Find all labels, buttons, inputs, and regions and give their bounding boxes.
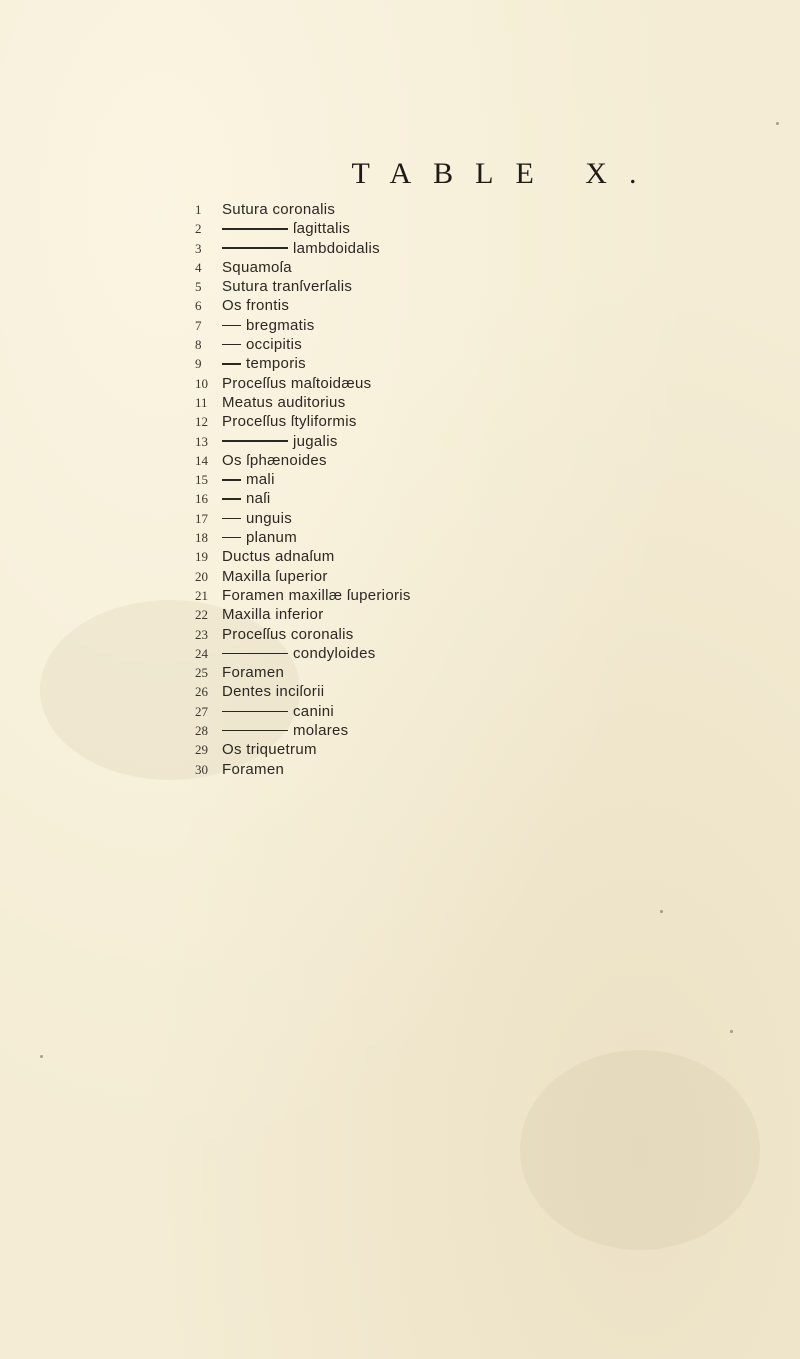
entry-number: 5 [195,279,202,295]
entry-label: temporis [246,355,306,373]
entry-label: occipitis [246,336,303,354]
legend-entry [195,374,615,393]
entry-label: Maxilla ſuperior [222,567,328,585]
entry-number: 13 [195,433,208,449]
legend-entry [195,547,615,566]
entry-label: Foramen maxillæ ſuperioris [222,586,411,604]
entry-label: Proceſſus coronalis [222,625,354,643]
entry-number: 14 [195,452,208,468]
entry-label: Foramen [222,664,285,682]
legend-entry [195,219,615,238]
entry-label: ſagittalis [293,220,351,238]
legend-entry [195,470,615,489]
entry-number: 6 [195,298,202,314]
entry-number: 11 [195,394,208,410]
entry-label: Dentes inciſorii [222,683,325,701]
entry-number: 19 [195,549,208,565]
ditto-dash [222,228,288,230]
entry-label: canini [293,702,334,720]
legend-entry [195,432,615,451]
legend-entry [195,567,615,586]
legend-entry [195,489,615,508]
entry-label: planum [246,529,297,547]
legend-entry [195,451,615,470]
paper-fleck [660,910,663,913]
ditto-dash [222,479,241,481]
legend-entry [195,682,615,701]
entry-label: bregmatis [246,316,315,334]
entry-label: Foramen [222,760,285,778]
entry-label: Os triquetrum [222,741,317,759]
ditto-dash [222,711,288,713]
legend-entry [195,258,615,277]
paper-fleck [40,1055,43,1058]
legend-entry [195,528,615,547]
entry-number: 1 [195,202,202,217]
entry-label: molares [293,722,349,740]
legend-entry [195,239,615,258]
legend-entry [195,586,615,605]
entry-label: Os ſphænoides [222,451,327,469]
entry-number: 16 [195,491,208,507]
legend-entry [195,354,615,373]
entry-number: 12 [195,414,208,430]
ditto-dash [222,363,241,365]
legend-entry [195,663,615,682]
entry-number: 21 [195,587,208,603]
entry-label: jugalis [293,432,338,450]
entry-number: 27 [195,703,208,719]
legend-entry [195,605,615,624]
ditto-dash [222,247,288,249]
entry-label: Proceſſus ſtyliformis [222,413,357,431]
entry-label: Os frontis [222,297,290,315]
entry-number: 18 [195,530,208,546]
legend-entry [195,200,615,219]
entry-number: 15 [195,472,208,488]
entry-label: Maxilla inferior [222,606,324,624]
entry-number: 7 [195,317,202,333]
entry-label: Proceſſus maſtoidæus [222,374,372,392]
legend-entry [195,721,615,740]
entry-number: 29 [195,742,208,758]
entry-label: Ductus adnaſum [222,548,335,566]
legend-entry [195,316,615,335]
entry-number: 22 [195,607,208,623]
entry-label: Meatus auditorius [222,393,346,411]
legend-entry [195,644,615,663]
entry-number: 9 [195,356,202,372]
entry-number: 8 [195,337,202,353]
legend-entry [195,277,615,296]
ditto-dash [222,537,241,539]
legend-entry [195,412,615,431]
entry-label: lambdoidalis [293,239,380,257]
ditto-dash [222,730,288,732]
page-title: TABLE X. [351,157,659,190]
entry-label: naſi [246,490,271,508]
entry-number: 24 [195,645,208,661]
entry-label: Squamoſa [222,258,292,276]
entry-number: 23 [195,626,208,642]
entry-number: 2 [195,221,202,237]
entry-number: 20 [195,568,208,584]
ditto-dash [222,653,288,655]
paper-stain [520,1050,760,1250]
entry-label: mali [246,471,275,489]
legend-entry [195,393,615,412]
legend-entry [195,740,615,759]
entry-number: 30 [195,761,208,777]
entry-number: 25 [195,665,208,681]
entry-label: Sutura coronalis [222,201,336,218]
paper-fleck [730,1030,733,1033]
legend-list [195,200,615,779]
ditto-dash [222,344,241,346]
paper-fleck [776,122,779,125]
ditto-dash [222,518,241,520]
entry-label: unguis [246,509,293,527]
entry-label: condyloides [293,644,376,662]
entry-label: Sutura tranſverſalis [222,278,353,296]
legend-entry [195,625,615,644]
ditto-dash [222,498,241,500]
legend-entry [195,702,615,721]
entry-number: 3 [195,240,202,256]
legend-entry [195,296,615,315]
legend-entry [195,335,615,354]
ditto-dash [222,440,288,442]
entry-number: 10 [195,375,208,391]
entry-number: 28 [195,723,208,739]
entry-number: 26 [195,684,208,700]
entry-number: 4 [195,259,202,275]
legend-entry [195,760,615,779]
entry-number: 17 [195,510,208,526]
legend-entry [195,509,615,528]
ditto-dash [222,325,241,327]
